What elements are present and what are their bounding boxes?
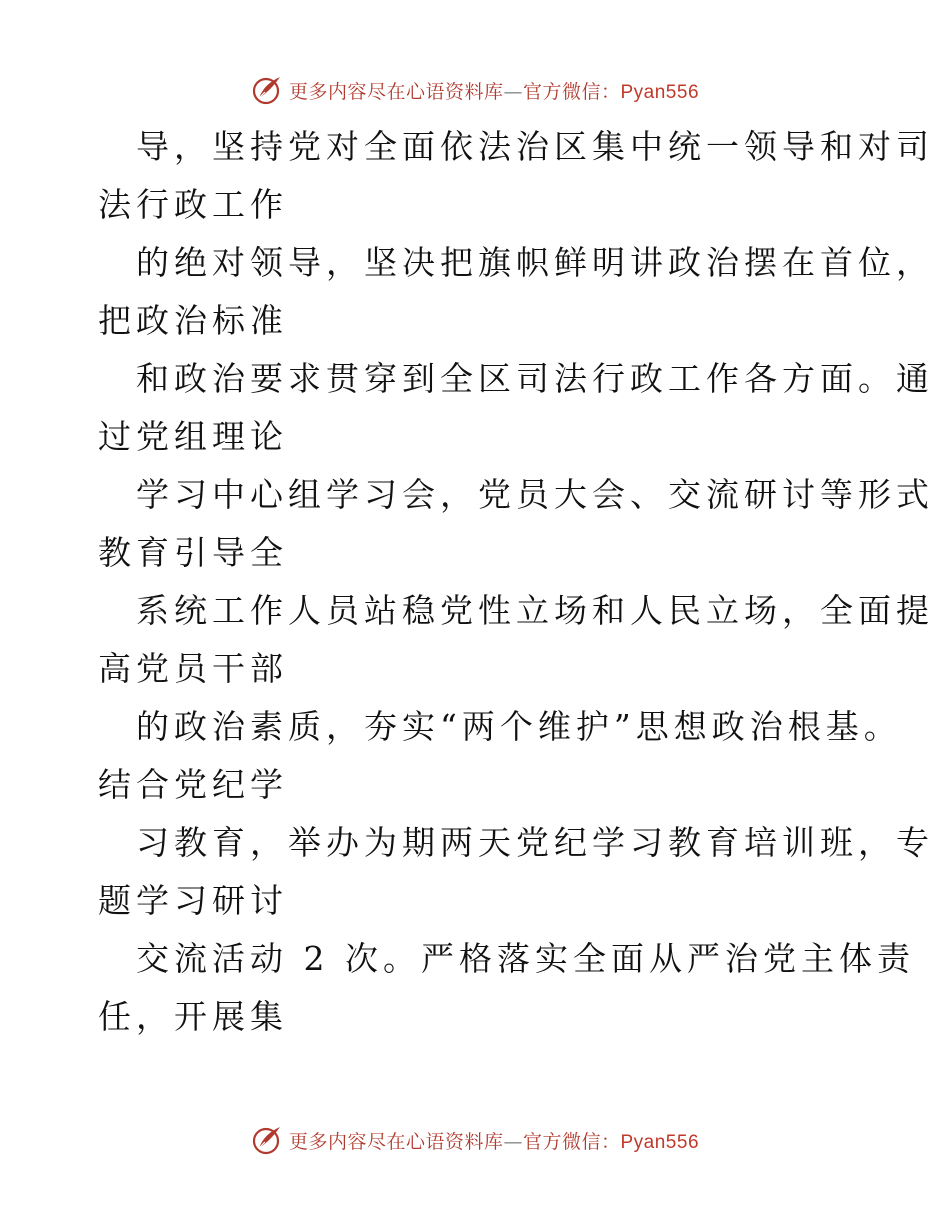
text-line: 教育引导全 [98,533,288,572]
watermark-dash: — [503,1130,523,1153]
text-line: 导，坚持党对全面依法治区集中统一领导和对司 [136,127,934,166]
text-line: 法行政工作 [98,185,288,224]
watermark-text [289,77,699,104]
document-body [98,118,934,1046]
text-line: 结合党纪学 [98,765,288,804]
watermark-wechat-id: Pyan556 [620,81,700,103]
text-line: 交流活动 2 次。严格落实全面从严治党主体责 [136,939,915,978]
feather-pen-logo-icon [251,1124,283,1156]
text-line: 学习中心组学习会，党员大会、交流研讨等形式 [136,475,934,514]
watermark-wechat-id: Pyan556 [620,1131,700,1153]
feather-pen-logo-icon [251,74,283,106]
text-line: 把政治标准 [98,301,288,340]
text-line: 任，开展集 [98,997,288,1036]
text-line: 题学习研讨 [98,881,288,920]
footer-watermark-banner [0,1120,950,1160]
watermark-dash: — [503,80,523,103]
watermark-main-text: 更多内容尽在心语资料库 [288,80,504,103]
text-line: 的政治素质，夯实“两个维护”思想政治根基。 [136,707,902,746]
watermark-wechat-label: 官方微信： [522,1130,621,1153]
watermark-wechat-label: 官方微信： [522,80,621,103]
watermark-text [289,1127,699,1154]
header-watermark-banner [0,70,950,110]
text-line: 系统工作人员站稳党性立场和人民立场，全面提 [136,591,934,630]
text-line: 和政治要求贯穿到全区司法行政工作各方面。通 [136,359,934,398]
watermark-main-text: 更多内容尽在心语资料库 [288,1130,504,1153]
text-line: 的绝对领导，坚决把旗帜鲜明讲政治摆在首位， [136,243,934,282]
text-line: 过党组理论 [98,417,288,456]
text-line: 高党员干部 [98,649,288,688]
text-line: 习教育，举办为期两天党纪学习教育培训班，专 [136,823,934,862]
